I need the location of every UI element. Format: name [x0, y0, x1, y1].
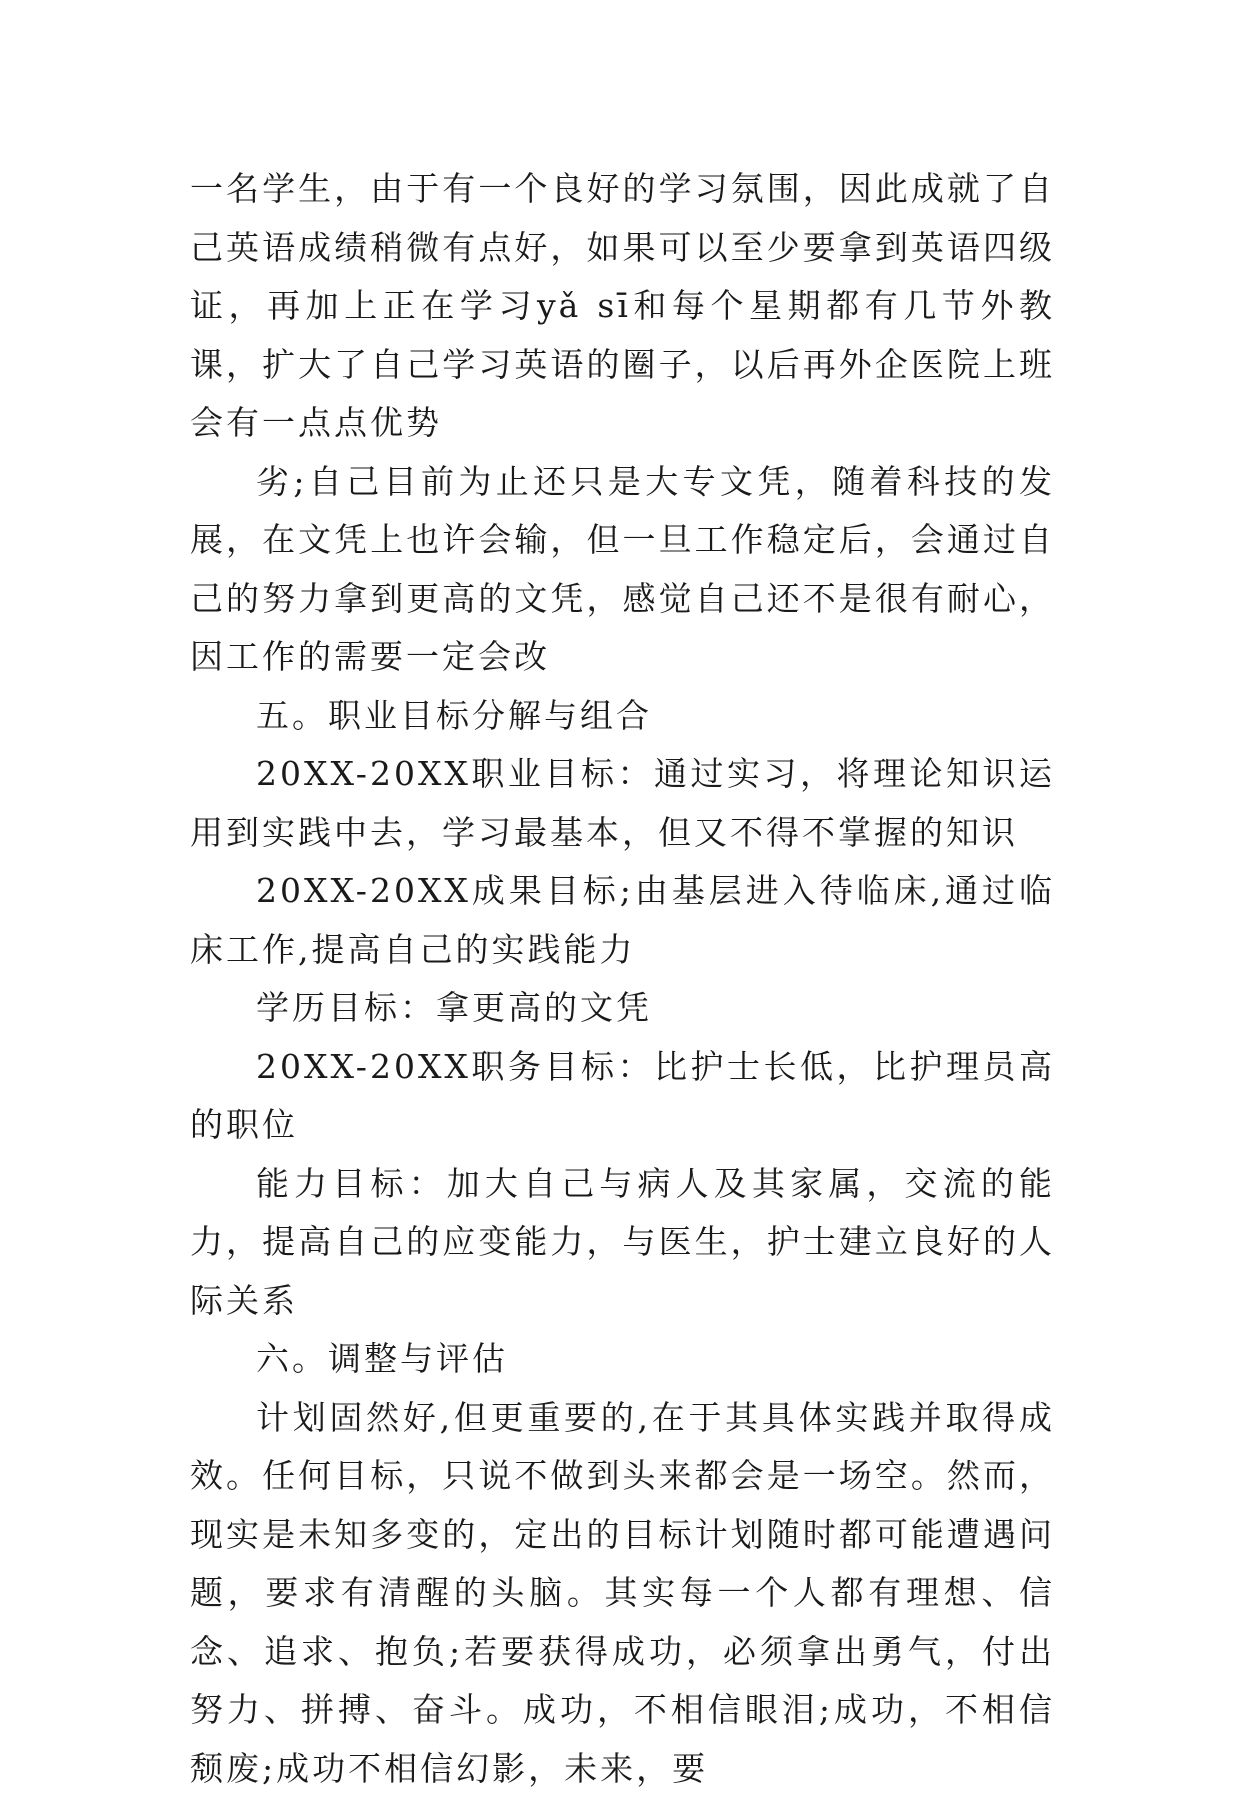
paragraph-plan-conclusion: 计划固然好,但更重要的,在于其具体实践并取得成效。任何目标，只说不做到头来都会是一场空。然而，现实是未知多变的，定出的目标计划随时都可能遭遇问题，要求有清醒的头脑。其实每一个人都有理想、信念、追求、抱负;若要获得成功，必须拿出勇气，付出努力、拼搏、奋斗。成功，不相信眼泪;成功，不相信颓废;成功不相信幻影，未来，要: [190, 1389, 1055, 1798]
document-body: [190, 160, 1055, 1798]
paragraph-position-goal: 20XX-20XX职务目标：比护士长低，比护理员高的职位: [190, 1038, 1055, 1155]
paragraph-achievement-goal: 20XX-20XX成果目标;由基层进入待临床,通过临床工作,提高自己的实践能力: [190, 862, 1055, 979]
paragraph-english-study: 一名学生，由于有一个良好的学习氛围，因此成就了自己英语成绩稍微有点好，如果可以至少要拿到英语四级证，再加上正在学习yǎ sī和每个星期都有几节外教课，扩大了自己学习英语的圈子，以后再外企医院上班会有一点点优势: [190, 160, 1055, 453]
section-heading-adjust-evaluate: 六。调整与评估: [190, 1330, 1055, 1389]
paragraph-career-goal: 20XX-20XX职业目标：通过实习，将理论知识运用到实践中去，学习最基本，但又不得不掌握的知识: [190, 745, 1055, 862]
paragraph-weakness: 劣;自己目前为止还只是大专文凭，随着科技的发展，在文凭上也许会输，但一旦工作稳定后，会通过自己的努力拿到更高的文凭，感觉自己还不是很有耐心，因工作的需要一定会改: [190, 453, 1055, 687]
paragraph-ability-goal: 能力目标：加大自己与病人及其家属，交流的能力，提高自己的应变能力，与医生，护士建立良好的人际关系: [190, 1155, 1055, 1331]
paragraph-education-goal: 学历目标：拿更高的文凭: [190, 979, 1055, 1038]
section-heading-goal-breakdown: 五。职业目标分解与组合: [190, 687, 1055, 746]
